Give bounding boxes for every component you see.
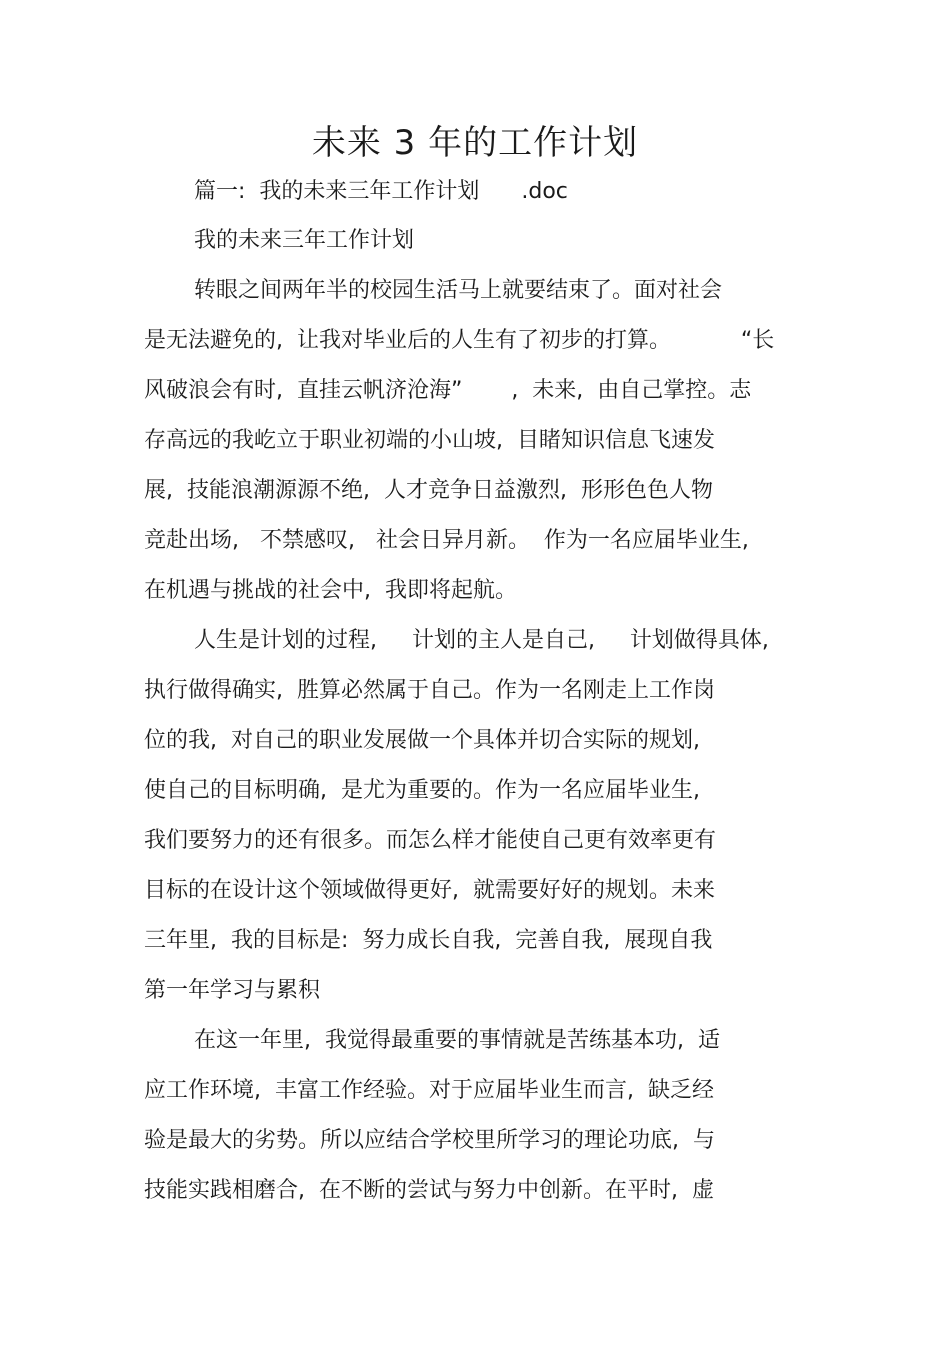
paragraph-line: 是无法避免的, 让我对毕业后的人生有了初步的打算。 “长 — [144, 328, 775, 353]
paragraph-line: 竞赴出场, 不禁感叹, 社会日异月新。 作为一名应届毕业生, — [144, 528, 749, 553]
paragraph-line: 在机遇与挑战的社会中, 我即将起航。 — [144, 578, 517, 603]
paragraph-line: 转眼之间两年半的校园生活马上就要结束了。面对社会 — [194, 278, 723, 303]
paragraph-line: 三年里, 我的目标是: 努力成长自我, 完善自我, 展现自我 — [144, 928, 713, 953]
section-heading: 第一年学习与累积 — [144, 978, 321, 1003]
paragraph-line: 使自己的目标明确, 是尤为重要的。作为一名应届毕业生, — [144, 778, 700, 803]
paragraph-line: 位的我, 对自己的职业发展做一个具体并切合实际的规划, — [144, 728, 700, 753]
paragraph-line: 应工作环境, 丰富工作经验。对于应届毕业生而言, 缺乏经 — [144, 1078, 714, 1103]
article-heading: 篇一: 我的未来三年工作计划 .doc — [194, 179, 568, 204]
document-title: 未来 3 年的工作计划 — [311, 123, 639, 163]
paragraph-line: 人生是计划的过程, 计划的主人是自己, 计划做得具体, — [194, 628, 769, 653]
paragraph-line: 目标的在设计这个领域做得更好, 就需要好好的规划。未来 — [144, 878, 715, 903]
paragraph-line: 在这一年里, 我觉得最重要的事情就是苦练基本功, 适 — [194, 1028, 720, 1053]
paragraph-line: 展, 技能浪潮源源不绝, 人才竞争日益激烈, 形形色色人物 — [144, 478, 713, 503]
paragraph-line: 技能实践相磨合, 在不断的尝试与努力中创新。在平时, 虚 — [144, 1178, 714, 1203]
article-subtitle: 我的未来三年工作计划 — [194, 228, 415, 253]
paragraph-line: 风破浪会有时, 直挂云帆济沧海” , 未来, 由自己掌控。志 — [144, 378, 752, 403]
paragraph-line: 我们要努力的还有很多。而怎么样才能使自己更有效率更有 — [144, 828, 717, 853]
paragraph-line: 存高远的我屹立于职业初端的小山坡, 目睹知识信息飞速发 — [144, 428, 715, 453]
paragraph-line: 验是最大的劣势。所以应结合学校里所学习的理论功底, 与 — [144, 1128, 715, 1153]
paragraph-line: 执行做得确实, 胜算必然属于自己。作为一名刚走上工作岗 — [144, 678, 715, 703]
